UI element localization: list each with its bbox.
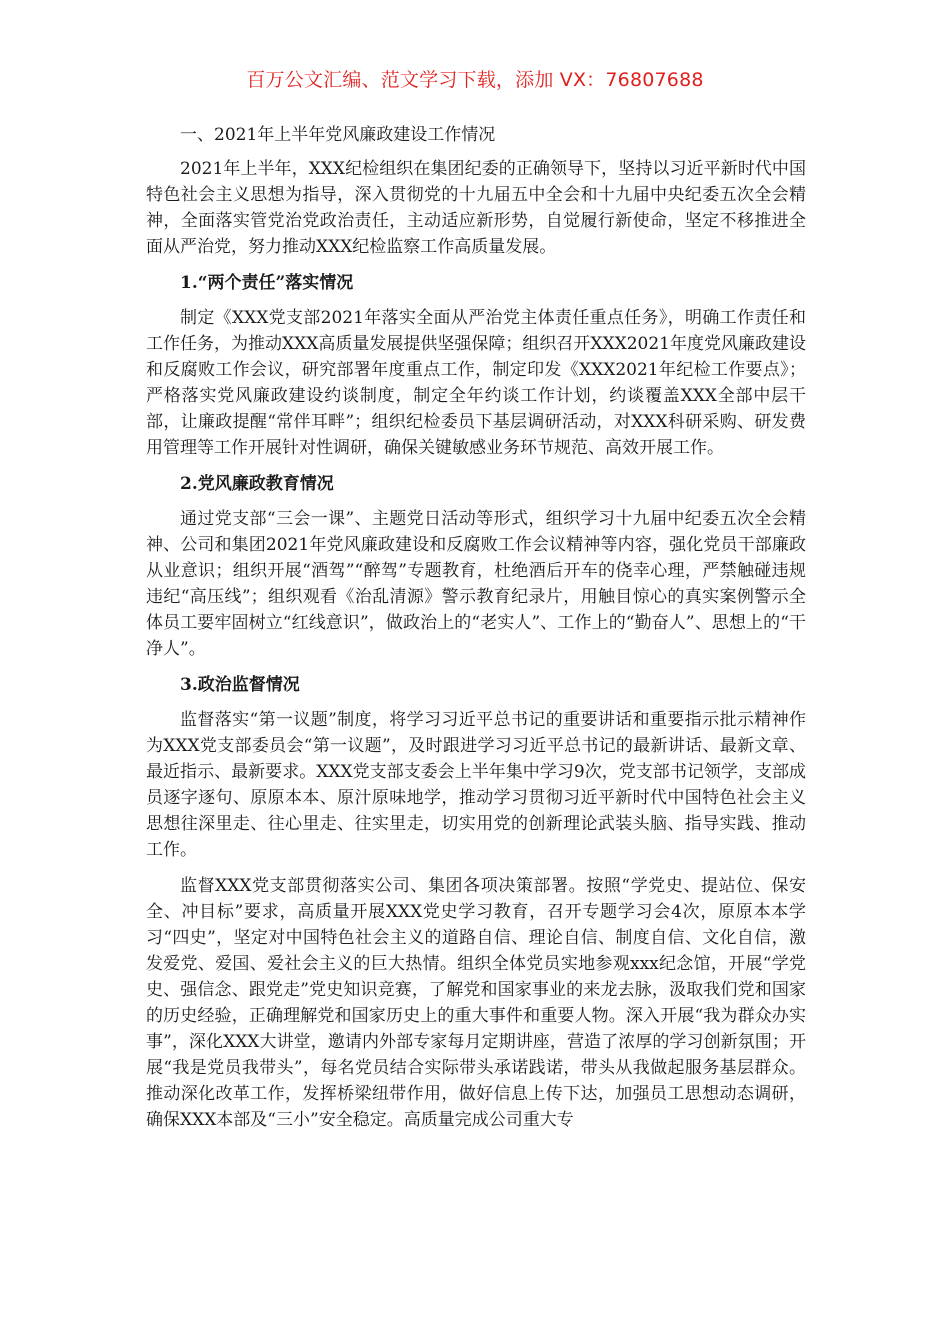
section-title: 一、2021年上半年党风廉政建设工作情况 <box>180 125 496 145</box>
heading-integrity-education: 2.党风廉政教育情况 <box>180 474 334 494</box>
intro-paragraph: 2021年上半年，XXX纪检组织在集团纪委的正确领导下，坚持以习近平新时代中国特色社会主义思想为指导，深入贯彻党的十九届五中全会和十九届中央纪委五次全会精神，全面落实管党治党政治责任，主动适应新形势，自觉履行新使命，坚定不移推进全面从严治党，努力推动XXX纪检监察工作高质量发展。 <box>146 159 806 257</box>
paragraph-integrity-education: 通过党支部“三会一课”、主题党日活动等形式，组织学习十九届中纪委五次全会精神、公司和集团2021年党风廉政建设和反腐败工作会议精神等内容，强化党员干部廉政从业意识；组织开展“酒驾”“醉驾”专题教育，杜绝酒后开车的侥幸心理，严禁触碰违规违纪“高压线”；组织观看《治乱清源》警示教育纪录片，用触目惊心的真实案例警示全体员工要牢固树立“红线意识”，做政治上的“老实人”、工作上的“勤奋人”、思想上的“干净人”。 <box>146 509 806 659</box>
document-body <box>146 122 806 1143</box>
download-banner: 百万公文汇编、范文学习下载，添加 VX：76807688 <box>246 69 704 91</box>
heading-political-supervision: 3.政治监督情况 <box>180 675 300 695</box>
paragraph-political-supervision-2: 监督XXX党支部贯彻落实公司、集团各项决策部署。按照“学党史、提站位、保安全、冲目标”要求，高质量开展XXX党史学习教育，召开专题学习会4次，原原本本学习“四史”，坚定对中国特色社会主义的道路自信、理论自信、制度自信、文化自信，激发爱党、爱国、爱社会主义的巨大热情。组织全体党员实地参观xxx纪念馆，开展“学党史、强信念、跟党走”党史知识竞赛，了解党和国家事业的来龙去脉，汲取我们党和国家的历史经验，正确理解党和国家历史上的重大事件和重要人物。深入开展“我为群众办实事”，深化XXX大讲堂，邀请内外部专家每月定期讲座，营造了浓厚的学习创新氛围；开展“我是党员我带头”，每名党员结合实际带头承诺践诺，带头从我做起服务基层群众。推动深化改革工作，发挥桥梁纽带作用，做好信息上传下达，加强员工思想动态调研，确保XXX本部及“三小”安全稳定。高质量完成公司重大专 <box>146 876 806 1130</box>
paragraph-two-responsibilities: 制定《XXX党支部2021年落实全面从严治党主体责任重点任务》，明确工作责任和工作任务，为推动XXX高质量发展提供坚强保障；组织召开XXX2021年度党风廉政建设和反腐败工作会议，研究部署年度重点工作，制定印发《XXX2021年纪检工作要点》；严格落实党风廉政建设约谈制度，制定全年约谈工作计划，约谈覆盖XXX全部中层干部，让廉政提醒“常伴耳畔”；组织纪检委员下基层调研活动，对XXX科研采购、研发费用管理等工作开展针对性调研，确保关键敏感业务环节规范、高效开展工作。 <box>146 308 806 458</box>
heading-two-responsibilities: 1.“两个责任”落实情况 <box>180 273 354 293</box>
paragraph-political-supervision-1: 监督落实“第一议题”制度，将学习习近平总书记的重要讲话和重要指示批示精神作为XXX党支部委员会“第一议题”，及时跟进学习习近平总书记的最新讲话、最新文章、最近指示、最新要求。XXX党支部支委会上半年集中学习9次，党支部书记领学，支部成员逐字逐句、原原本本、原汁原味地学，推动学习贯彻习近平新时代中国特色社会主义思想往深里走、往心里走、往实里走，切实用党的创新理论武装头脑、指导实践、推动工作。 <box>146 710 806 860</box>
